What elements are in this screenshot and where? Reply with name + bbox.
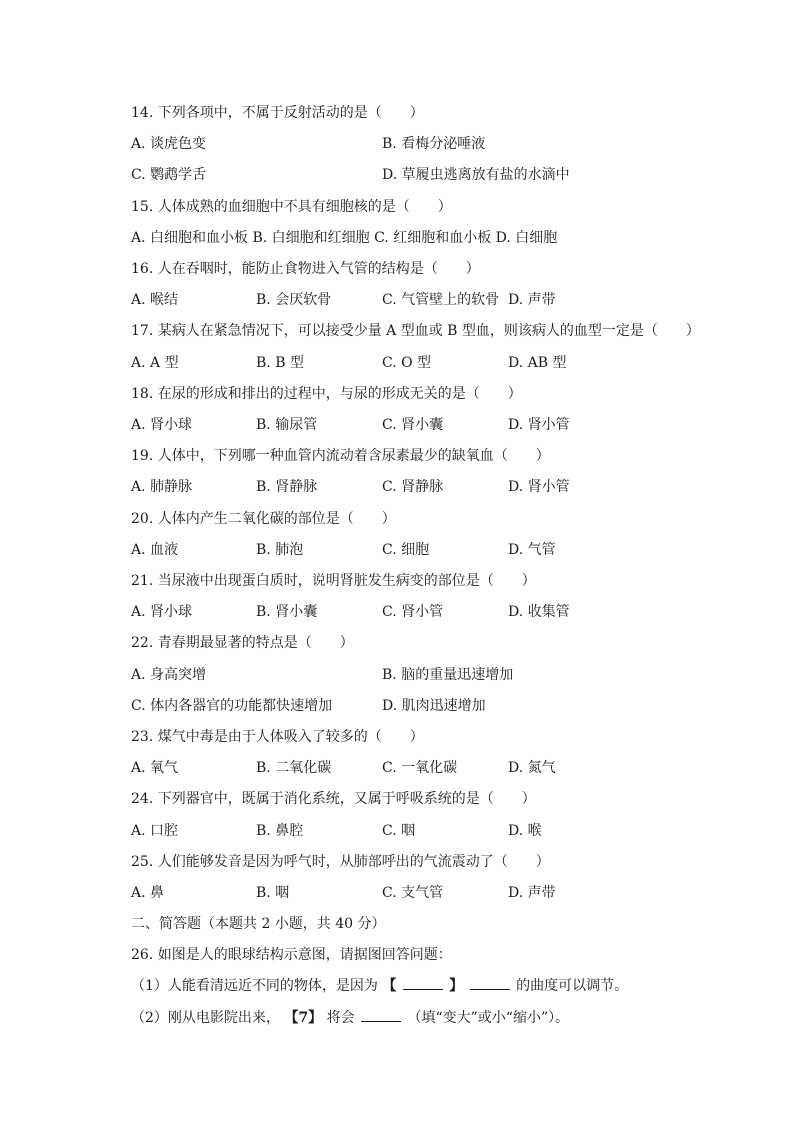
answer-option[interactable]: B. 输尿管 bbox=[256, 417, 318, 433]
answer-option[interactable]: B. 肾静脉 bbox=[256, 479, 318, 495]
answer-option[interactable]: B. 看梅分泌唾液 bbox=[382, 136, 486, 152]
options-row bbox=[131, 413, 731, 437]
answer-option[interactable]: C. 细胞 bbox=[382, 542, 430, 558]
answer-blank-2[interactable] bbox=[470, 975, 510, 990]
answer-option[interactable]: D. 肌肉迅速增加 bbox=[382, 698, 486, 714]
answer-option[interactable]: D. 声带 bbox=[508, 885, 556, 901]
options-row bbox=[131, 756, 731, 780]
answer-option[interactable]: A. 白细胞和血小板 B. 白细胞和红细胞 C. 红细胞和血小板 D. 白细胞 bbox=[131, 230, 558, 246]
question-stem: 19. 人体中，下列哪一种血管内流动着含尿素最少的缺氧血（ ） bbox=[131, 448, 550, 464]
sub2-mid: 将会 bbox=[326, 1010, 355, 1026]
question-stem: 15. 人体成熟的血细胞中不具有细胞核的是（ ） bbox=[131, 199, 452, 215]
answer-option[interactable]: D. AB 型 bbox=[508, 355, 567, 371]
answer-option[interactable]: A. 喉结 bbox=[131, 292, 179, 308]
options-row bbox=[131, 881, 731, 905]
answer-option[interactable]: A. 血液 bbox=[131, 542, 179, 558]
answer-option[interactable]: B. 肾小囊 bbox=[256, 604, 318, 620]
answer-option[interactable]: D. 气管 bbox=[508, 542, 556, 558]
answer-option[interactable]: D. 肾小管 bbox=[508, 479, 570, 495]
answer-option[interactable]: A. 肾小球 bbox=[131, 604, 193, 620]
answer-option[interactable]: C. 鹦鹉学舌 bbox=[131, 167, 207, 183]
answer-option[interactable]: B. 鼻腔 bbox=[256, 823, 304, 839]
answer-option[interactable]: D. 氮气 bbox=[508, 760, 556, 776]
sub1-text: （1）人能看清远近不同的物体，是因为 bbox=[131, 978, 378, 994]
answer-option[interactable]: C. 体内各器官的功能都快速增加 bbox=[131, 698, 333, 714]
answer-option[interactable]: A. 肺静脉 bbox=[131, 479, 193, 495]
answer-option[interactable]: A. A 型 bbox=[131, 355, 179, 371]
sub2-label: 【7】 bbox=[284, 1010, 323, 1026]
answer-option[interactable]: A. 口腔 bbox=[131, 823, 179, 839]
answer-option[interactable]: D. 收集管 bbox=[508, 604, 570, 620]
question-stem: 25. 人们能够发音是因为呼气时，从肺部呼出的气流震动了（ ） bbox=[131, 854, 550, 870]
answer-option[interactable]: B. 咽 bbox=[256, 885, 290, 901]
question-stem: 17. 某病人在紧急情况下，可以接受少量 A 型血或 B 型血，则该病人的血型一定是（ ） bbox=[131, 323, 700, 339]
options-row bbox=[131, 663, 731, 687]
question-26-sub-1 bbox=[131, 974, 731, 998]
question-26-stem: 26. 如图是人的眼球结构示意图，请据图回答问题： bbox=[131, 947, 452, 963]
answer-blank-3[interactable] bbox=[361, 1007, 401, 1022]
options-row bbox=[131, 132, 731, 156]
answer-option[interactable]: A. 氧气 bbox=[131, 760, 179, 776]
answer-option[interactable]: A. 鼻 bbox=[131, 885, 165, 901]
answer-option[interactable]: C. 咽 bbox=[382, 823, 416, 839]
answer-option[interactable]: A. 身高突增 bbox=[131, 667, 207, 683]
answer-option[interactable]: A. 谈虎色变 bbox=[131, 136, 207, 152]
options-row bbox=[131, 475, 731, 499]
question-stem: 14. 下列各项中，不属于反射活动的是（ ） bbox=[131, 105, 424, 121]
question-stem: 18. 在尿的形成和排出的过程中，与尿的形成无关的是（ ） bbox=[131, 386, 522, 402]
question-26-sub-2 bbox=[131, 1006, 731, 1030]
question-stem: 23. 煤气中毒是由于人体吸入了较多的（ ） bbox=[131, 729, 424, 745]
options-row bbox=[131, 163, 731, 187]
answer-option[interactable]: A. 肾小球 bbox=[131, 417, 193, 433]
options-row bbox=[131, 600, 731, 624]
answer-option[interactable]: D. 声带 bbox=[508, 292, 556, 308]
answer-blank-1[interactable] bbox=[403, 975, 443, 990]
options-row bbox=[131, 694, 731, 718]
section-heading: 二、简答题（本题共 2 小题，共 40 分） bbox=[131, 916, 386, 932]
options-row bbox=[131, 819, 731, 843]
sub1-open-bracket: 【 bbox=[382, 978, 397, 994]
question-stem: 24. 下列器官中，既属于消化系统，又属于呼吸系统的是（ ） bbox=[131, 791, 536, 807]
answer-option[interactable]: D. 肾小管 bbox=[508, 417, 570, 433]
options-row bbox=[131, 538, 731, 562]
answer-option[interactable]: B. 肺泡 bbox=[256, 542, 304, 558]
question-stem: 16. 人在吞咽时，能防止食物进入气管的结构是（ ） bbox=[131, 261, 480, 277]
sub1-close-bracket: 】 bbox=[449, 978, 464, 994]
answer-option[interactable]: B. 会厌软骨 bbox=[256, 292, 332, 308]
answer-option[interactable]: C. 肾小囊 bbox=[382, 417, 444, 433]
answer-option[interactable]: C. 气管壁上的软骨 bbox=[382, 292, 500, 308]
answer-option[interactable]: C. O 型 bbox=[382, 355, 432, 371]
options-row bbox=[131, 288, 731, 312]
answer-option[interactable]: C. 支气管 bbox=[382, 885, 444, 901]
sub2-text: （2）刚从电影院出来， bbox=[131, 1010, 280, 1026]
question-stem: 20. 人体内产生二氧化碳的部位是（ ） bbox=[131, 511, 396, 527]
question-stem: 22. 青春期最显著的特点是（ ） bbox=[131, 635, 354, 651]
answer-option[interactable]: C. 肾静脉 bbox=[382, 479, 444, 495]
answer-option[interactable]: D. 草履虫逃离放有盐的水滴中 bbox=[382, 167, 570, 183]
answer-option[interactable]: D. 喉 bbox=[508, 823, 542, 839]
question-stem: 21. 当尿液中出现蛋白质时，说明肾脏发生病变的部位是（ ） bbox=[131, 573, 536, 589]
answer-option[interactable]: B. 脑的重量迅速增加 bbox=[382, 667, 514, 683]
answer-option[interactable]: B. 二氧化碳 bbox=[256, 760, 332, 776]
answer-option[interactable]: B. B 型 bbox=[256, 355, 304, 371]
options-row bbox=[131, 226, 731, 250]
options-row bbox=[131, 351, 731, 375]
answer-option[interactable]: C. 一氧化碳 bbox=[382, 760, 458, 776]
sub2-tail: （填“变大”或小“缩小”）。 bbox=[407, 1010, 570, 1026]
answer-option[interactable]: C. 肾小管 bbox=[382, 604, 444, 620]
sub1-tail: 的曲度可以调节。 bbox=[516, 978, 629, 994]
